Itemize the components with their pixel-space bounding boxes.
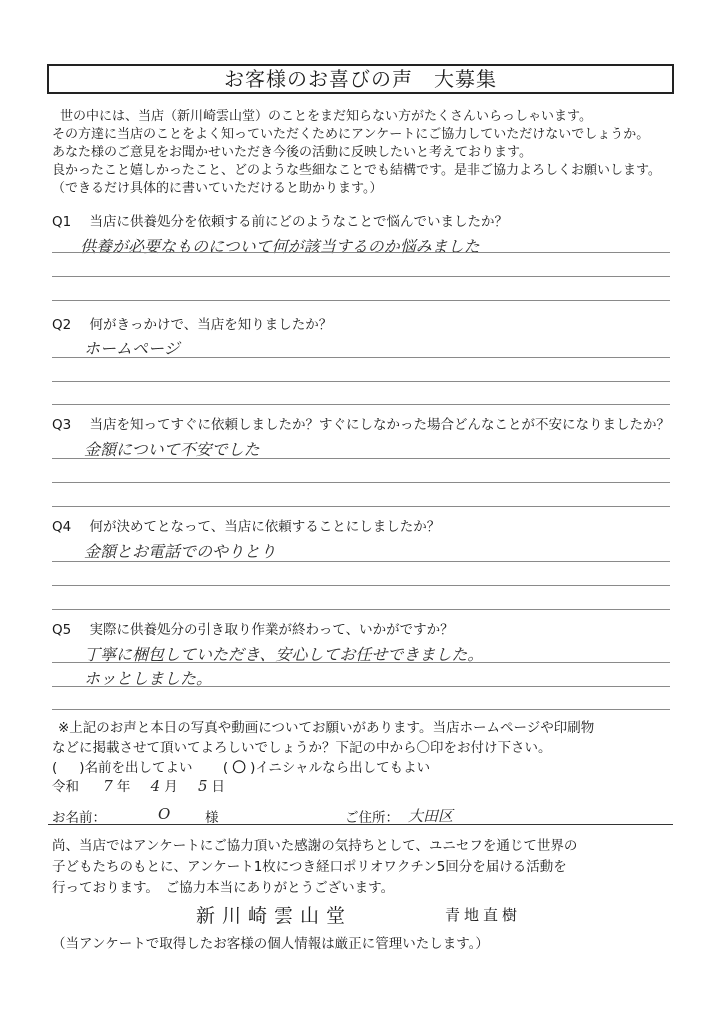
intro-line: その方達に当店のことをよく知っていただくためにアンケートにご協力していただけないでしょうか。 <box>52 127 650 142</box>
question-label: Q4 <box>52 519 72 535</box>
option-1-label: 名前を出してよい <box>84 760 193 776</box>
question-label: Q2 <box>52 317 72 333</box>
answer-rule <box>52 609 670 610</box>
closing-line-1: 尚、当店ではアンケートにご協力頂いた感謝の気持ちとして、ユニセフを通じて世界の <box>52 838 578 854</box>
answer-rule <box>52 300 670 301</box>
date-row <box>52 775 225 795</box>
answer-rule <box>52 585 670 586</box>
question-4 <box>52 515 440 535</box>
date-era: 令和 <box>52 779 79 795</box>
answer-rule <box>52 252 670 253</box>
date-month: 4 <box>150 777 161 795</box>
answer-4: 金額とお電話でのやりとり <box>84 542 277 561</box>
answer-rule <box>52 482 670 483</box>
name-label: お名前： <box>52 810 106 826</box>
address-value: 大田区 <box>408 807 454 825</box>
question-5 <box>52 618 454 638</box>
answer-rule <box>52 276 670 277</box>
intro-line: 良かったこと嬉しかったこと、どのような些細なことでも結構です。是非ご協力よろしくお願いします。 <box>52 163 661 178</box>
question-2 <box>52 313 332 333</box>
intro-line: 世の中には、当店（新川崎雲山堂）のことをまだ知らない方がたくさんいらっしゃいます。 <box>60 109 592 124</box>
answer-1: 供養が必要なものについて何が該当するのか悩みました <box>80 237 480 256</box>
privacy-note: （当アンケートで取得したお客様の個人情報は厳正に管理いたします。） <box>52 936 489 952</box>
answer-rule <box>52 561 670 562</box>
name-address-rule <box>48 824 673 825</box>
answer-rule <box>52 686 670 687</box>
selected-mark: 〇 <box>232 760 246 776</box>
name-suffix: 様 <box>205 810 219 826</box>
consent-line-1: ※上記のお声と本日の写真や動画についてお願いがあります。当店ホームページや印刷物 <box>58 720 595 736</box>
shop-name: 新川崎雲山堂 <box>196 905 353 927</box>
answer-rule <box>52 357 670 358</box>
question-text: 当店を知ってすぐに依頼しましたか？すぐにしなかった場合どんなことが不安になりましたか？ <box>89 417 671 433</box>
answer-5-line-1: 丁寧に梱包していただき、安心してお任せできました。 <box>84 645 484 664</box>
date-month-unit: 月 <box>164 779 178 795</box>
answer-rule <box>52 506 670 507</box>
question-label: Q1 <box>52 214 72 230</box>
option-2-label: イニシャルなら出してもよい <box>255 760 431 776</box>
date-day-unit: 日 <box>211 779 226 795</box>
question-text: 実際に供養処分の引き取り作業が終わって、いかがですか？ <box>89 622 454 638</box>
closing-line-2: 子どもたちのもとに、アンケート1枚につき経口ポリオワクチン5回分を届ける活動を <box>52 859 567 875</box>
answer-rule <box>52 381 670 382</box>
answer-3: 金額について不安でした <box>84 440 260 459</box>
answer-rule <box>52 458 670 459</box>
answer-rule <box>52 662 670 663</box>
option-2-checkbox[interactable]: ( 〇 ) <box>223 760 256 776</box>
consent-options <box>52 756 430 776</box>
intro-line: （できるだけ具体的に書いていただけると助かります。） <box>52 181 383 196</box>
address-label: ご住所： <box>345 810 399 826</box>
answer-rule <box>52 709 670 710</box>
question-label: Q5 <box>52 622 72 638</box>
date-day: 5 <box>197 777 208 795</box>
closing-line-3: 行っております。 ご協力本当にありがとうございます。 <box>52 880 395 896</box>
question-text: 何が決めてとなって、当店に依頼することにしましたか？ <box>89 519 441 535</box>
question-1 <box>52 210 508 230</box>
question-3 <box>52 413 670 433</box>
question-text: 何がきっかけで、当店を知りましたか？ <box>89 317 333 333</box>
date-year: 7 <box>103 777 113 795</box>
option-1-checkbox[interactable]: ( ) <box>52 760 85 776</box>
owner-name: 青地直樹 <box>445 906 522 924</box>
answer-5-line-2: ホッとしました。 <box>84 669 213 688</box>
consent-line-2: などに掲載させて頂いてよろしいでしょうか？下記の中から〇印をお付け下さい。 <box>52 740 552 756</box>
answer-2: ホームページ <box>84 339 180 358</box>
question-label: Q3 <box>52 417 72 433</box>
page-title: お客様のお喜びの声 大募集 <box>47 64 674 94</box>
name-value: O <box>158 805 171 823</box>
question-text: 当店に供養処分を依頼する前にどのようなことで悩んでいましたか？ <box>89 214 509 230</box>
date-year-unit: 年 <box>116 779 131 795</box>
intro-line: あなた様のご意見をお聞かせいただき今後の活動に反映したいと考えております。 <box>52 145 532 160</box>
answer-rule <box>52 404 670 405</box>
